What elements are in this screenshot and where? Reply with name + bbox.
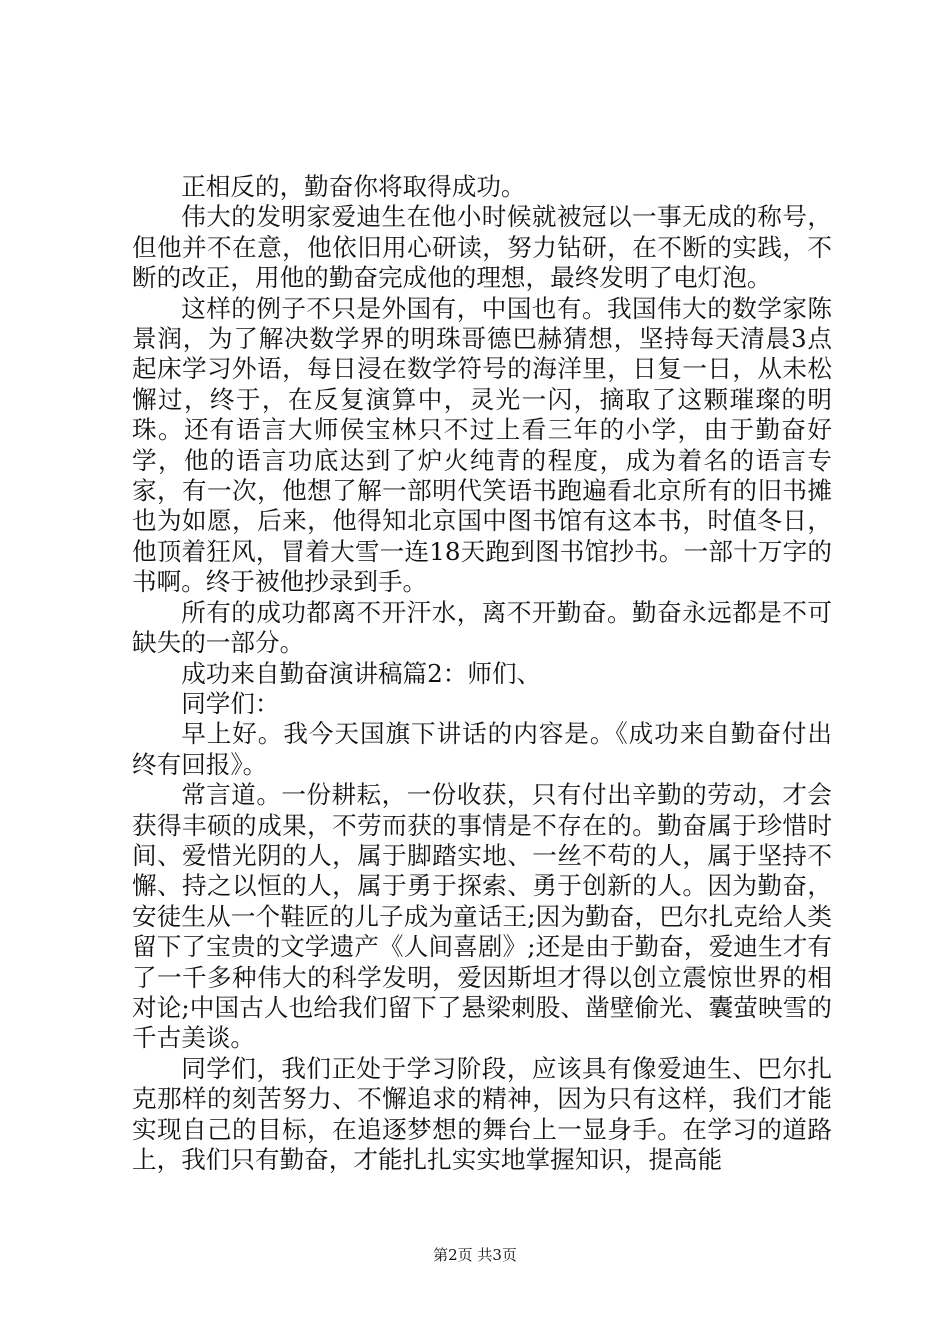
paragraph: 这样的例子不只是外国有，中国也有。我国伟大的数学家陈景润，为了解决数学界的明珠哥德巴赫猜想，坚持每天清晨3点起床学习外语，每日浸在数学符号的海洋里，日复一日，从未松懈过，终于，在反复演算中，灵光一闪，摘取了这颗璀璨的明珠。还有语言大师侯宝林只不过上看三年的小学，由于勤奋好学，他的语言功底达到了炉火纯青的程度，成为着名的语言专家，有一次，他想了解一部明代笑语书跑遍看北京所有的旧书摊也为如愿，后来，他得知北京国中图书馆有这本书，时值冬日，他顶着狂风，冒着大雪一连18天跑到图书馆抄书。一部十万字的书啊。终于被他抄录到手。 [132, 293, 832, 597]
paragraph: 早上好。我今天国旗下讲话的内容是。《成功来自勤奋付出终有回报》。 [132, 719, 832, 779]
paragraph: 所有的成功都离不开汗水，离不开勤奋。勤奋永远都是不可缺失的一部分。 [132, 597, 832, 658]
paragraph: 正相反的，勤奋你将取得成功。 [181, 172, 526, 201]
paragraph: 同学们，我们正处于学习阶段，应该具有像爱迪生、巴尔扎克那样的刻苦努力、不懈追求的精神，因为只有这样，我们才能实现自己的目标，在追逐梦想的舞台上一显身手。在学习的道路上，我们只有勤奋，才能扎扎实实地掌握知识，提高能 [132, 1053, 832, 1174]
document-body [132, 172, 832, 1175]
page-number-footer: 第2页 共3页 [433, 1246, 517, 1264]
section-heading: 成功来自勤奋演讲稿篇2：师们、 [181, 658, 542, 688]
paragraph: 伟大的发明家爱迪生在他小时候就被冠以一事无成的称号，但他并不在意，他依旧用心研读，努力钻研，在不断的实践，不断的改正，用他的勤奋完成他的理想，最终发明了电灯泡。 [132, 202, 832, 293]
paragraph: 常言道。一份耕耘，一份收获，只有付出辛勤的劳动，才会获得丰硕的成果，不劳而获的事情是不存在的。勤奋属于珍惜时间、爱惜光阴的人，属于脚踏实地、一丝不苟的人，属于坚持不懈、持之以恒的人，属于勇于探索、勇于创新的人。因为勤奋，安徒生从一个鞋匠的儿子成为童话王;因为勤奋，巴尔扎克给人类留下了宝贵的文学遗产《人间喜剧》;还是由于勤奋，爱迪生才有了一千多种伟大的科学发明，爱因斯坦才得以创立震惊世界的相对论;中国古人也给我们留下了悬梁刺股、凿壁偷光、囊萤映雪的千古美谈。 [132, 780, 832, 1053]
salutation: 同学们： [181, 688, 280, 718]
